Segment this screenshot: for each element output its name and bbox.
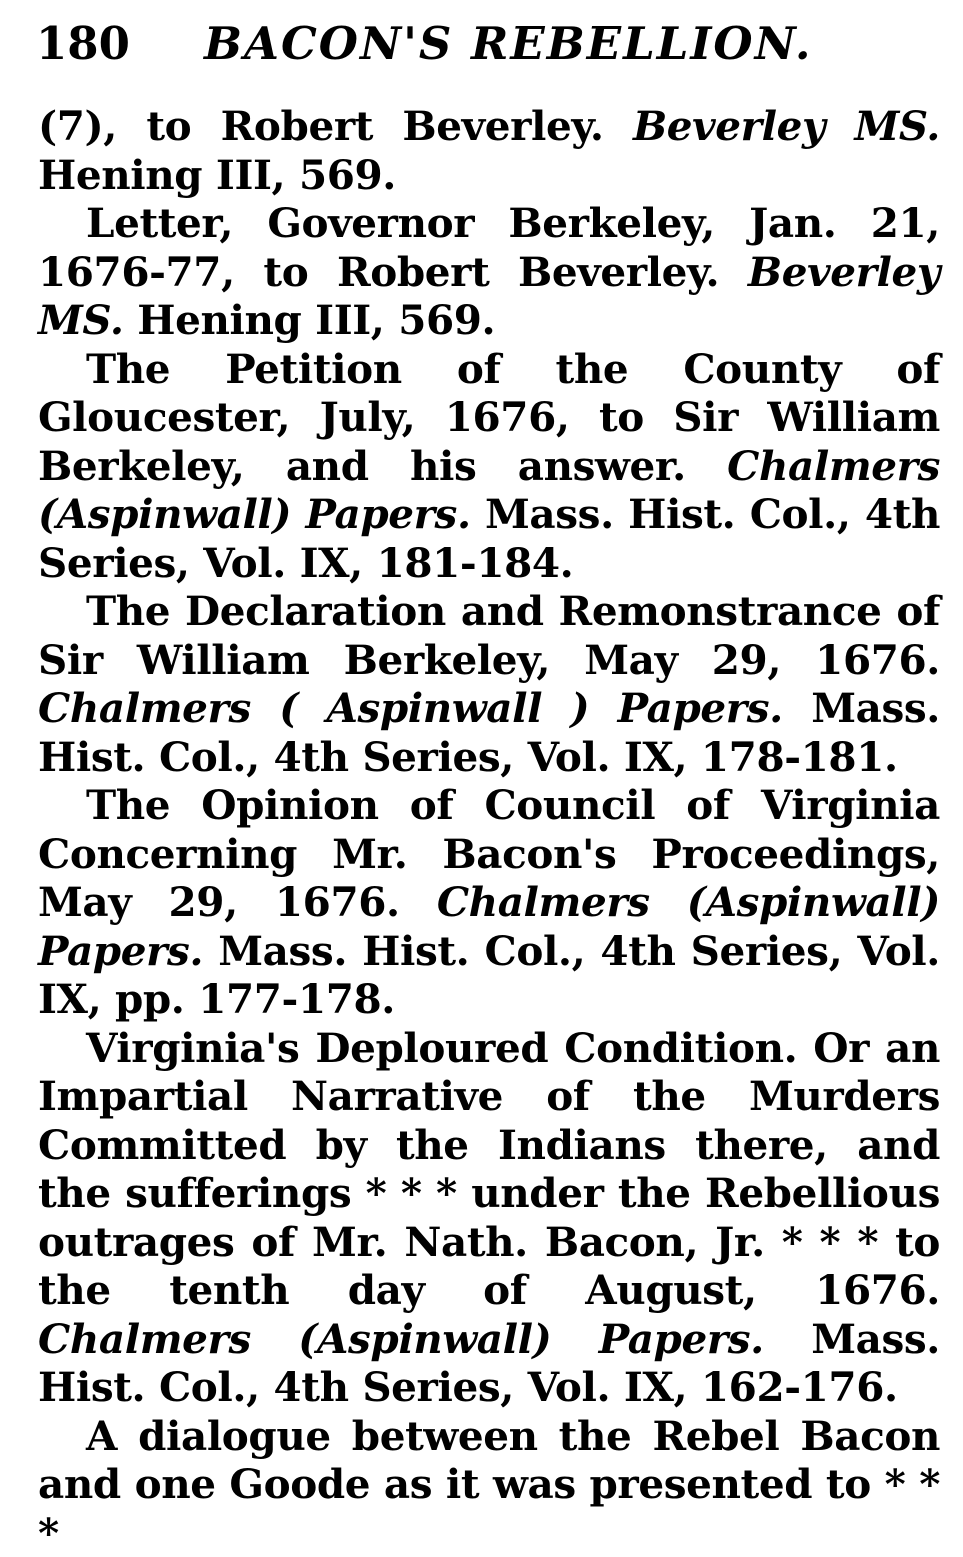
entry-source-title: Chalmers (Aspinwall) Papers. [38,878,940,975]
entry-source-title: Beverley MS. [633,102,940,150]
entry-reference: Mass. Hist. Col., 4th Series, Vol. IX, 162-176. [38,1315,940,1412]
bibliography-entry-declaration-remonstrance [38,587,940,781]
entry-text: Virginia's Deploured Condition. Or an Impartial Narrative of the Murders Committed by the Indians there, and the sufferings * * * under the Rebellious outrages of Mr. Nath. Bacon, Jr. * * * to the tenth day of August, 1676. [38,1024,940,1315]
entry-reference: Mass. Hist. Col., 4th Series, Vol. IX, 181-184. [38,490,940,587]
entry-source-title: Chalmers (Aspinwall) Papers. [38,442,940,539]
bibliography-entry-council-opinion [38,781,940,1024]
entry-reference: Hening III, 569. [124,296,496,344]
entry-source-title: Chalmers (Aspinwall) Papers. [38,1315,764,1363]
entry-text: (7), to Robert Beverley. [38,102,633,150]
bibliography-list [38,102,940,1557]
entry-reference: Mass. Hist. Col., 4th Series, Vol. IX, pp. 177-178. [38,927,940,1024]
bibliography-entry-gloucester-petition [38,345,940,588]
entry-reference: Mass. Hist. Col., 4th Series, Vol. IX, 178-181. [38,684,940,781]
running-title: BACON'S REBELLION. [204,14,813,74]
page-number: 180 [36,17,130,70]
page-header [36,14,936,74]
entry-text: The Petition of the County of Gloucester, July, 1676, to Sir William Berkeley, and his answer. [38,345,940,490]
entry-text: The Declaration and Remonstrance of Sir William Berkeley, May 29, 1676. [38,587,940,684]
bibliography-entry-dialogue [38,1412,940,1557]
entry-text: The Opinion of Council of Virginia Concerning Mr. Bacon's Proceedings, May 29, 1676. [38,781,940,926]
entry-source-title: Beverley MS. [38,248,940,345]
bibliography-entry-continued [38,102,940,199]
bibliography-entry-deploured-condition [38,1024,940,1412]
bibliography-entry-berkeley-letter [38,199,940,345]
entry-reference: Hening III, 569. [38,151,396,199]
entry-source-title: Chalmers ( Aspinwall ) Papers. [38,684,783,732]
entry-text: Letter, Governor Berkeley, Jan. 21, 1676-77, to Robert Beverley. [38,199,940,296]
entry-text: A dialogue between the Rebel Bacon and one Goode as it was presented to * * * [38,1412,940,1557]
